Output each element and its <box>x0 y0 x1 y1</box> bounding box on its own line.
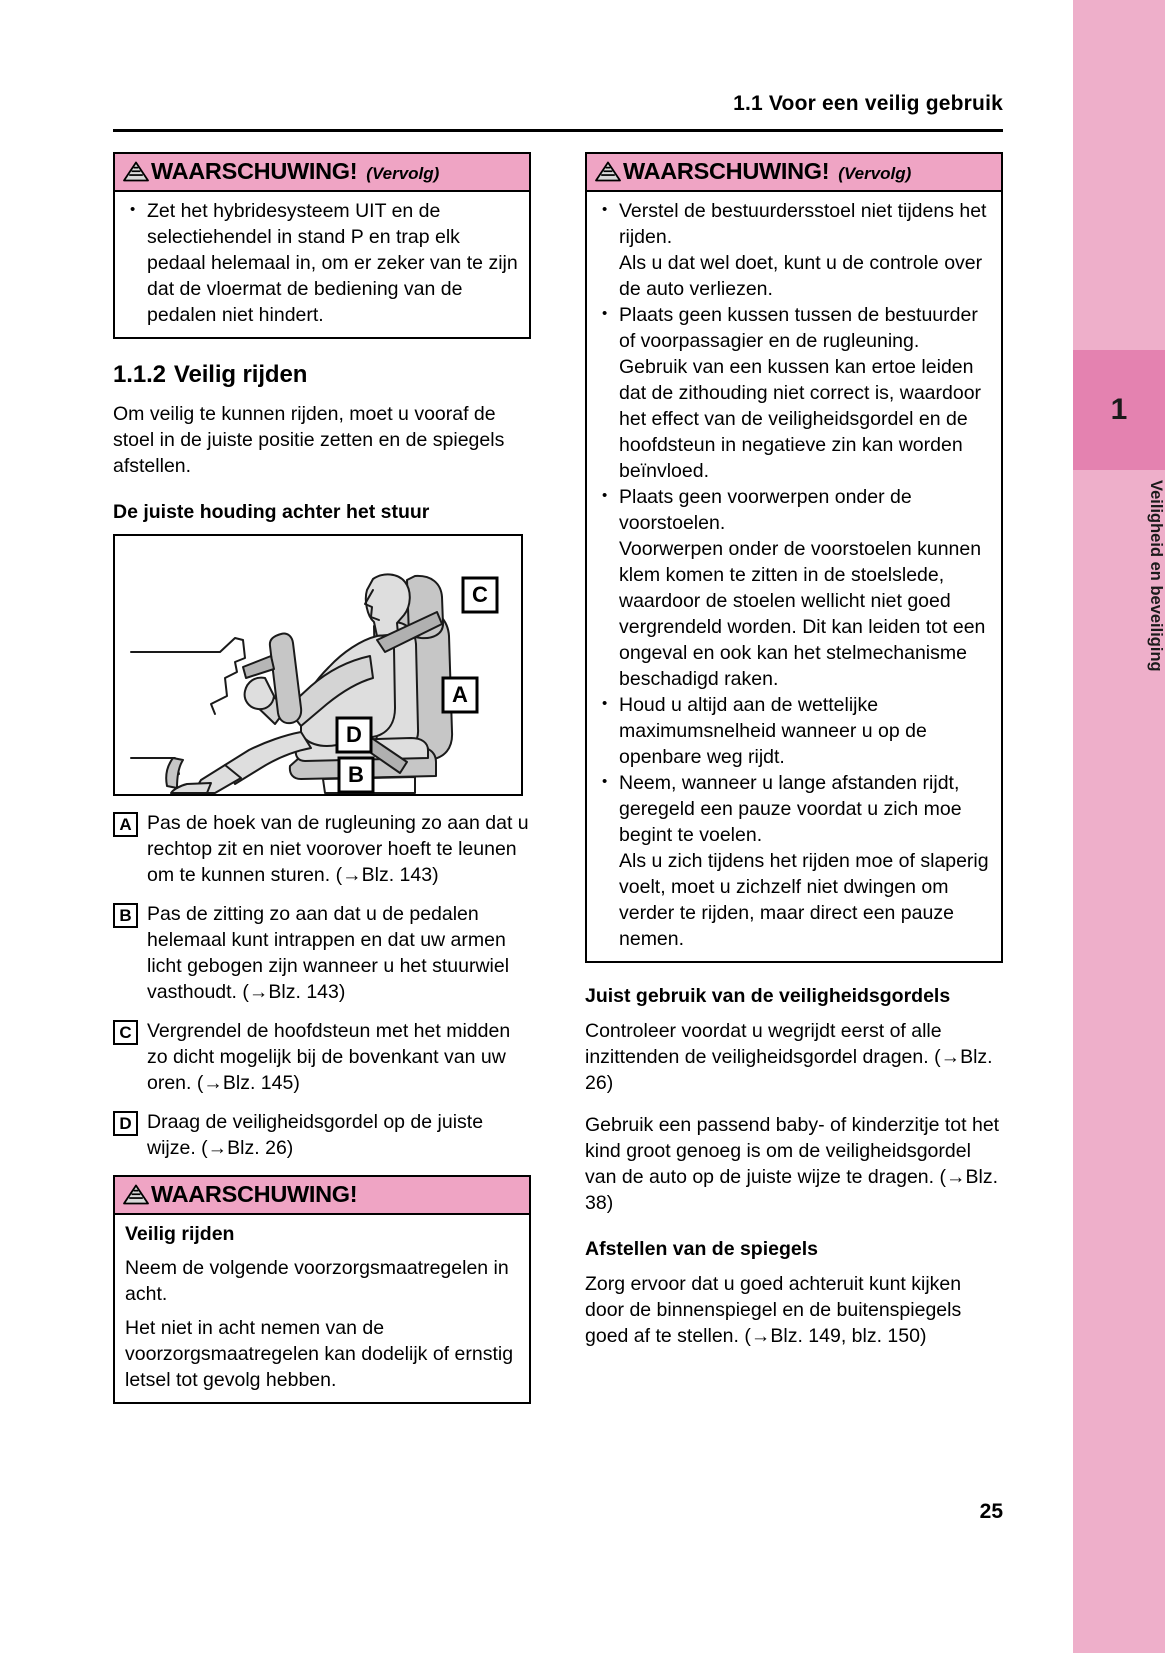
warning-note-1: Als u dat wel doet, kunt u de controle over de auto verliezen. <box>619 252 983 300</box>
callout-list <box>113 810 531 1161</box>
list-item: • Plaats geen kussen tussen de bestuurder of voorpassagier en de rugleuning. <box>597 302 991 354</box>
callout-key-d: D <box>113 1111 138 1136</box>
section-subheading: De juiste houding achter het stuur <box>113 501 430 523</box>
warning-paragraph-1: Neem de volgende voorzorgsmaatregelen in acht. <box>125 1257 509 1305</box>
warning-triangle-icon <box>123 161 149 182</box>
warning-note-3: Voorwerpen onder de voorstoelen kunnen klem komen te zitten in de stoelslede, waardoor de stoelen wellicht niet goed vergrendeld worden. Dit kan leiden tot een ongeval en ook kan het stelmechanisme beschadigd raken. <box>619 538 986 690</box>
callout-key-a: A <box>113 812 138 837</box>
list-item <box>113 901 531 1005</box>
belts-paragraph-2: Gebruik een passend baby- of kinderzitje tot het kind groot genoeg is om de veiligheidsgordel van de auto op de juiste wijze te dragen. (→Blz. 38) <box>585 1114 1000 1214</box>
chapter-number: 1 <box>1110 393 1128 426</box>
section-heading <box>113 361 531 389</box>
warning-continued-label: (Vervolg) <box>838 164 912 183</box>
list-item: • Verstel de bestuurdersstoel niet tijdens het rijden. <box>597 198 991 250</box>
chapter-number-block <box>1073 350 1165 470</box>
warning-header <box>115 1177 529 1215</box>
chapter-title-vertical: Veiligheid en beveiliging <box>1147 480 1165 672</box>
warning-subheading: Veilig rijden <box>125 1223 235 1245</box>
warning-paragraph-2: Het niet in acht nemen van de voorzorgsmaatregelen kan dodelijk of ernstig letsel tot gevolg hebben. <box>125 1317 514 1391</box>
figure-label-c: C <box>472 582 488 607</box>
list-item: • Plaats geen voorwerpen onder de voorstoelen. <box>597 484 991 536</box>
list-item: • Houd u altijd aan de wettelijke maximumsnelheid wanneer u op de openbare weg rijdt. <box>597 692 991 770</box>
page-number: 25 <box>979 1500 1003 1523</box>
list-item <box>113 1018 531 1096</box>
warning-bullet-list <box>597 770 991 848</box>
warning-title: WAARSCHUWING! <box>623 158 830 184</box>
warning-body <box>587 192 1001 961</box>
list-item <box>113 1109 531 1161</box>
callout-text-a: Pas de hoek van de rugleuning zo aan dat u rechtop zit en niet voorover hoeft te leunen om te kunnen sturen. (→Blz. 143) <box>147 812 529 886</box>
page-title: 1.1 Voor een veilig gebruik <box>733 92 1003 115</box>
callout-key-c: C <box>113 1020 138 1045</box>
warning-box-continued-right <box>585 152 1003 963</box>
header-rule <box>113 129 1003 132</box>
warning-bullet-list <box>125 198 519 328</box>
warning-note-5: Als u zich tijdens het rijden moe of slaperig voelt, moet u zichzelf niet dwingen om verder te rijden, maar direct een pauze nemen. <box>619 850 989 950</box>
callout-text-b: Pas de zitting zo aan dat u de pedalen helemaal kunt intrappen en dat uw armen licht gebogen zijn wanneer u het stuurwiel vasthoudt. (→Blz. 143) <box>147 903 510 1003</box>
chapter-side-tab <box>1073 0 1165 1653</box>
warning-title: WAARSCHUWING! <box>151 158 358 184</box>
warning-body <box>115 192 529 337</box>
warning-bullet-list <box>597 484 991 536</box>
driver-seating-position-illustration <box>113 534 523 796</box>
section-title: Veilig rijden <box>173 361 308 388</box>
callout-text-c: Vergrendel de hoofdsteun met het midden zo dicht mogelijk bij de bovenkant van uw oren. (→Blz. 145) <box>147 1020 511 1094</box>
callout-key-b: B <box>113 903 138 928</box>
figure-label-a: A <box>452 682 468 707</box>
list-item: • Neem, wanneer u lange afstanden rijdt, geregeld een pauze voordat u zich moe begint te voelen. <box>597 770 991 848</box>
section-intro: Om veilig te kunnen rijden, moet u vooraf de stoel in de juiste positie zetten en de spiegels afstellen. <box>113 403 505 477</box>
section-number: 1.1.2 <box>113 361 166 388</box>
warning-box-continued-left <box>113 152 531 339</box>
warning-triangle-icon <box>123 1184 149 1205</box>
warning-triangle-icon <box>595 161 621 182</box>
warning-note-2: Gebruik van een kussen kan ertoe leiden dat de zithouding niet correct is, waardoor het effect van de veiligheidsgordel en de hoofdsteun in negatieve zin kan worden beïnvloed. <box>619 356 982 482</box>
warning-box-left <box>113 1175 531 1404</box>
warning-continued-label: (Vervolg) <box>366 164 440 183</box>
subsection-heading-mirrors: Afstellen van de spiegels <box>585 1238 819 1260</box>
mirrors-paragraph-1: Zorg ervoor dat u goed achteruit kunt kijken door de binnenspiegel en de buitenspiegels goed af te stellen. (→Blz. 149, blz. 150) <box>585 1273 962 1347</box>
figure-label-d: D <box>346 722 362 747</box>
warning-header <box>587 154 1001 192</box>
belts-paragraph-1: Controleer voordat u wegrijdt eerst of alle inzittenden de veiligheidsgordel dragen. (→Blz. 26) <box>585 1020 993 1094</box>
left-column <box>113 152 531 1404</box>
right-column <box>585 152 1003 1359</box>
figure-label-b: B <box>348 762 364 787</box>
warning-header <box>115 154 529 192</box>
subsection-heading-belts: Juist gebruik van de veiligheidsgordels <box>585 985 951 1007</box>
warning-bullet-list <box>597 198 991 250</box>
warning-title: WAARSCHUWING! <box>151 1181 358 1207</box>
callout-text-d: Draag de veiligheidsgordel op de juiste wijze. (→Blz. 26) <box>147 1111 484 1159</box>
list-item: • Zet het hybridesysteem UIT en de selectiehendel in stand P en trap elk pedaal helemaal in, om er zeker van te zijn dat de vloermat de bediening van de pedalen niet hindert. <box>125 198 519 328</box>
list-item <box>113 810 531 888</box>
warning-body <box>115 1215 529 1402</box>
warning-bullet-list <box>597 692 991 770</box>
warning-bullet-list <box>597 302 991 354</box>
